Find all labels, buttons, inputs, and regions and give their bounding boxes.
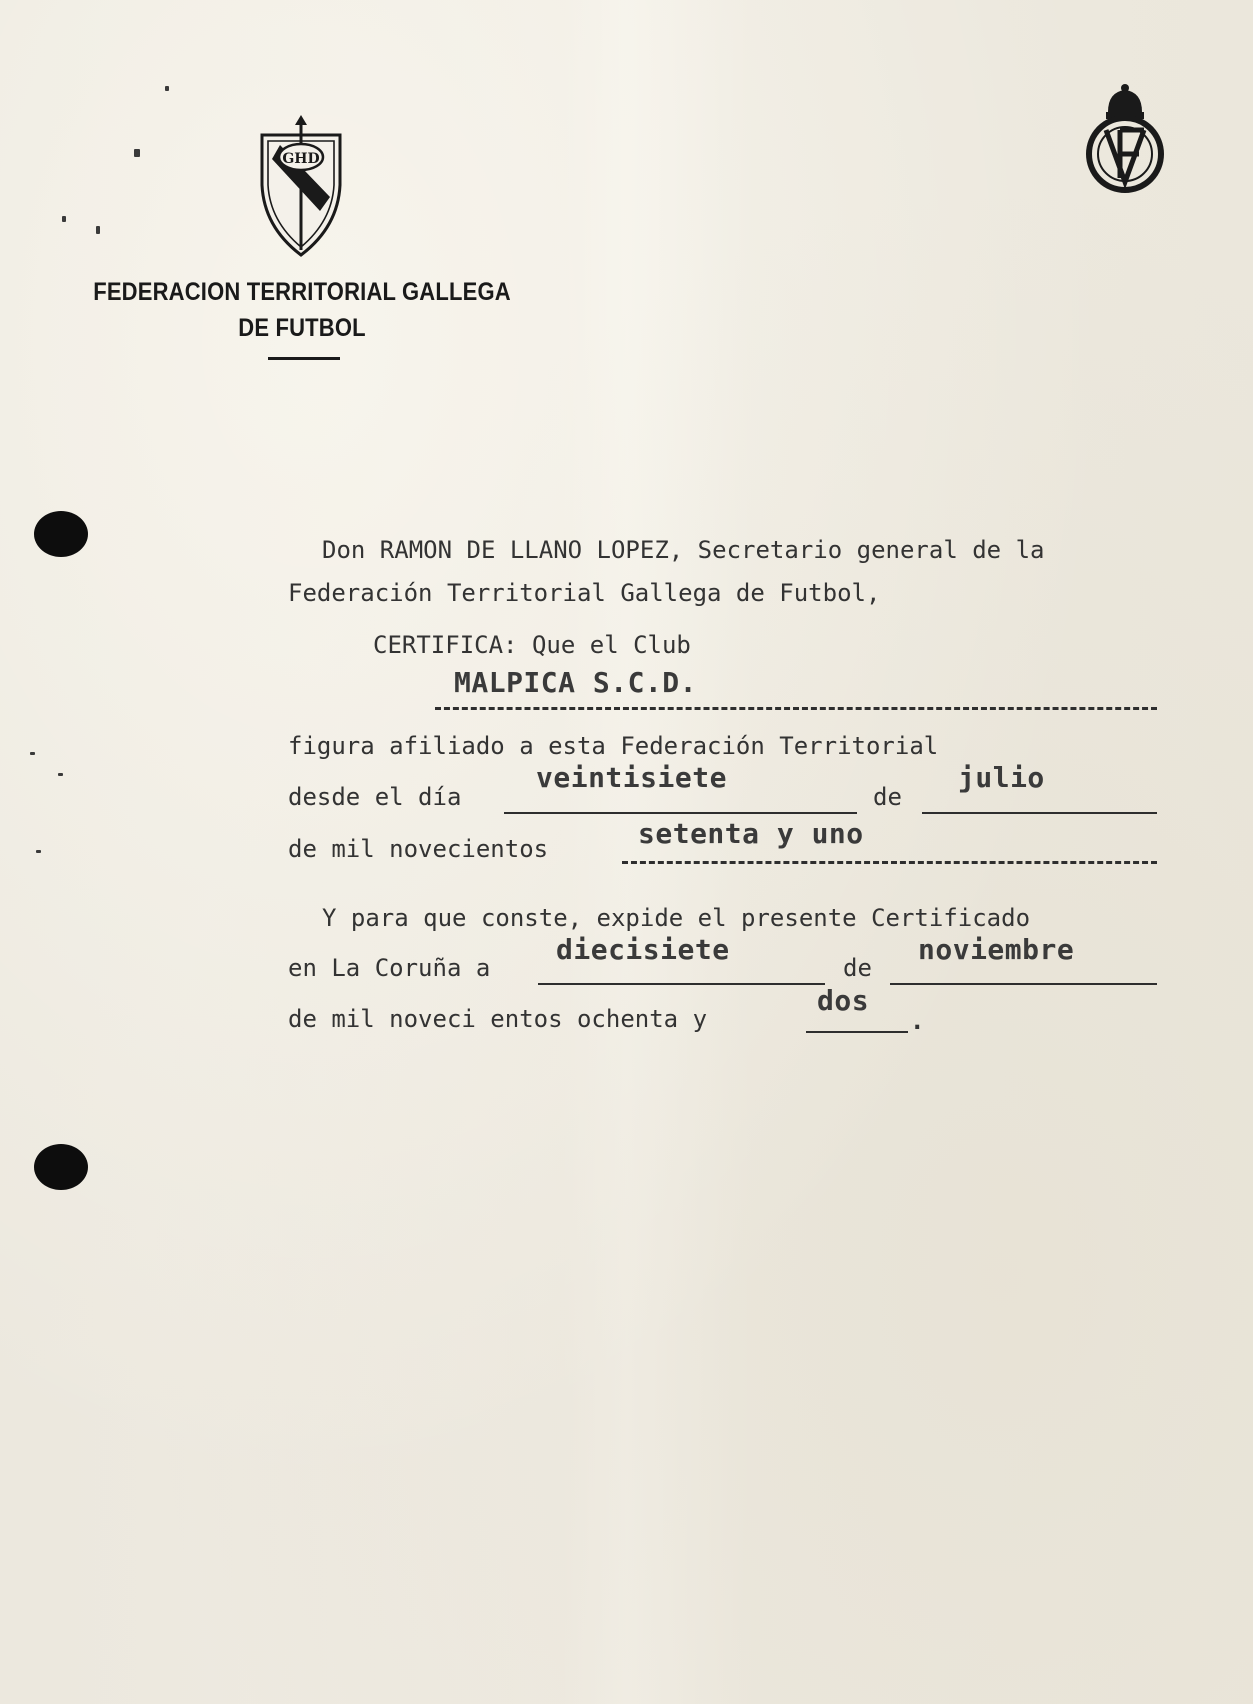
svg-text:GHD: GHD xyxy=(282,151,320,167)
federation-name xyxy=(91,274,513,346)
final-period: . xyxy=(910,1007,925,1035)
galician-federation-shield-icon xyxy=(256,115,346,260)
issue-de-label: de xyxy=(843,954,872,982)
since-label: desde el día xyxy=(288,783,462,811)
issue-year-suffix: dos xyxy=(817,984,870,1017)
paper-speck xyxy=(62,216,66,222)
issue-day: diecisiete xyxy=(556,933,730,966)
punch-hole-bottom xyxy=(34,1144,88,1190)
issue-month-line xyxy=(890,983,1157,985)
paper-speck xyxy=(96,226,100,234)
issue-year-line xyxy=(806,1031,908,1033)
club-name: MALPICA S.C.D. xyxy=(454,666,698,699)
intro-line-1: Don RAMON DE LLANO LOPEZ, Secretario general de la xyxy=(322,536,1045,564)
paper-speck xyxy=(58,773,63,776)
affiliation-line: figura afiliado a esta Federación Territorial xyxy=(288,732,939,760)
certifies-line: CERTIFICA: Que el Club xyxy=(373,631,691,659)
since-de-label: de xyxy=(873,783,902,811)
club-name-line xyxy=(435,707,1157,710)
place-label: en La Coruña a xyxy=(288,954,491,982)
since-month-line xyxy=(922,812,1157,814)
issue-year-prefix: de mil noveci entos ochenta y xyxy=(288,1005,708,1033)
issue-day-line xyxy=(538,983,825,985)
paper-speck xyxy=(30,752,35,755)
federation-name-line1: FEDERACION TERRITORIAL GALLEGA xyxy=(93,278,511,306)
issue-month: noviembre xyxy=(918,933,1075,966)
since-year: setenta y uno xyxy=(638,817,864,850)
punch-hole-top xyxy=(34,511,88,557)
paper-speck xyxy=(134,149,140,157)
since-day-line xyxy=(504,812,857,814)
since-day: veintisiete xyxy=(536,761,727,794)
royal-spanish-federation-crown-emblem-icon xyxy=(1084,82,1166,197)
since-year-line xyxy=(622,861,1157,864)
since-month: julio xyxy=(958,761,1045,794)
paper-speck xyxy=(36,850,41,853)
intro-line-2: Federación Territorial Gallega de Futbol, xyxy=(288,579,881,607)
federation-name-line2: DE FUTBOL xyxy=(238,314,366,342)
letterhead-underline xyxy=(268,357,340,360)
year-prefix: de mil novecientos xyxy=(288,835,549,863)
closing-line: Y para que conste, expide el presente Certificado xyxy=(322,904,1031,932)
paper-speck xyxy=(165,86,169,91)
